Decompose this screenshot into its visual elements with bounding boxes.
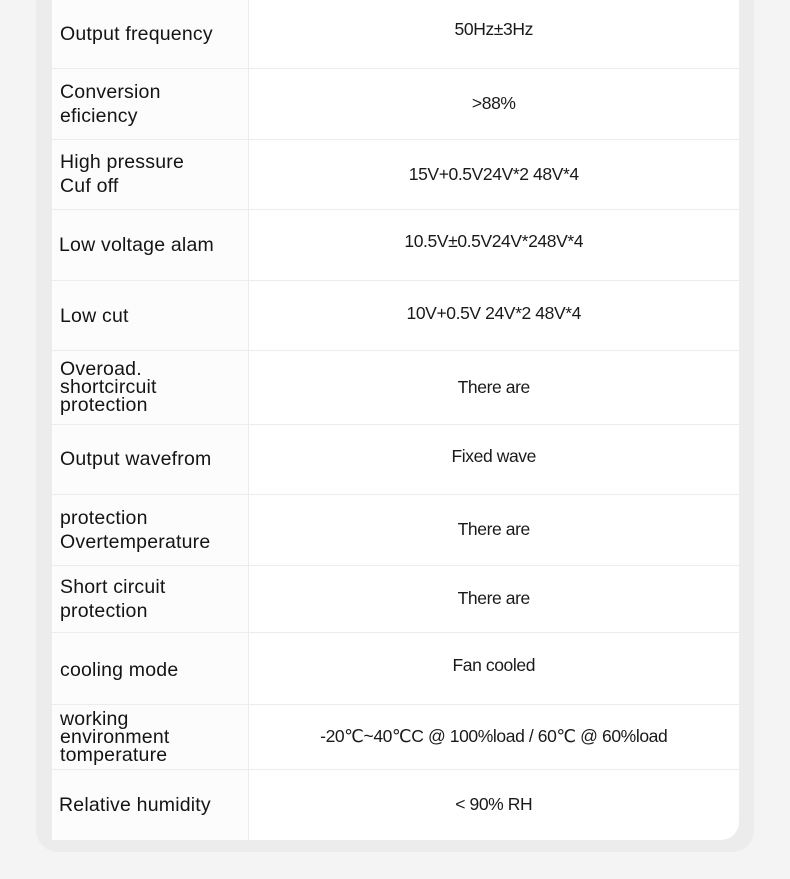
spec-label-line: eficiency — [60, 104, 138, 127]
spec-label — [52, 280, 248, 350]
spec-label-line: tomperature — [60, 743, 168, 766]
spec-label-line: Low cut — [60, 305, 129, 327]
spec-value-text: Fan cooled — [452, 654, 536, 675]
spec-row — [52, 280, 739, 350]
spec-value — [248, 565, 739, 632]
spec-value-text: There are — [457, 519, 530, 539]
spec-table — [52, 0, 739, 840]
spec-label-line: Overoad. — [60, 358, 142, 380]
spec-label-line: working — [60, 707, 129, 730]
spec-label-line: Low voltage alam — [59, 233, 214, 256]
spec-row — [52, 769, 739, 840]
spec-label — [52, 424, 248, 494]
spec-label — [52, 494, 248, 565]
spec-value-text: -20℃~40℃C @ 100%load / 60℃ @ 60%load — [320, 726, 668, 746]
spec-label — [52, 68, 248, 139]
spec-row — [52, 424, 739, 494]
spec-label-line: Conversion — [60, 80, 161, 103]
spec-row — [52, 139, 739, 209]
spec-value — [248, 0, 739, 68]
spec-label-line: Overtemperature — [60, 530, 211, 553]
spec-label-line: protection — [60, 599, 148, 622]
spec-value-text: 10.5V±0.5V24V*248V*4 — [404, 231, 584, 251]
spec-value-text: < 90% RH — [455, 794, 533, 815]
spec-value — [248, 280, 739, 350]
spec-label — [52, 704, 248, 769]
spec-label-line: High pressure — [60, 151, 184, 173]
spec-label-line: Short circuit — [60, 575, 166, 598]
spec-value — [248, 209, 739, 280]
spec-label — [52, 0, 248, 68]
spec-label — [52, 769, 248, 840]
spec-row — [52, 704, 739, 769]
spec-label — [52, 139, 248, 209]
spec-value — [248, 704, 739, 769]
spec-label-line: shortcircuit — [60, 376, 157, 398]
spec-value-text: There are — [457, 588, 530, 608]
spec-value-text: 50Hz±3Hz — [454, 19, 533, 40]
spec-value — [248, 68, 739, 139]
spec-value — [248, 139, 739, 209]
spec-row — [52, 68, 739, 139]
spec-label-line: Relative humidity — [59, 793, 211, 816]
spec-label-line: Cuf off — [60, 175, 119, 197]
spec-value — [248, 494, 739, 565]
spec-label-line: protection — [60, 394, 148, 416]
spec-value — [248, 350, 739, 424]
spec-value-text: 15V+0.5V24V*2 48V*4 — [408, 163, 579, 184]
spec-label-line: protection — [60, 506, 148, 529]
spec-value-text: Fixed wave — [451, 445, 536, 466]
spec-label-line: Output wavefrom — [60, 448, 212, 470]
spec-value-text: >88% — [471, 93, 516, 113]
spec-value — [248, 769, 739, 840]
spec-row — [52, 350, 739, 424]
spec-value — [248, 424, 739, 494]
spec-row — [52, 209, 739, 280]
spec-label-line: cooling mode — [60, 659, 179, 681]
spec-label-line: Output frequency — [60, 22, 213, 45]
spec-value-text: 10V+0.5V 24V*2 48V*4 — [406, 302, 581, 323]
spec-label — [52, 209, 248, 280]
spec-row — [52, 632, 739, 704]
spec-label — [52, 565, 248, 632]
spec-label-line: environment — [60, 725, 170, 748]
spec-row — [52, 565, 739, 632]
spec-value — [248, 632, 739, 704]
spec-value-text: There are — [457, 376, 530, 397]
spec-label — [52, 632, 248, 704]
spec-row — [52, 494, 739, 565]
spec-row — [52, 0, 739, 68]
spec-label — [52, 350, 248, 424]
